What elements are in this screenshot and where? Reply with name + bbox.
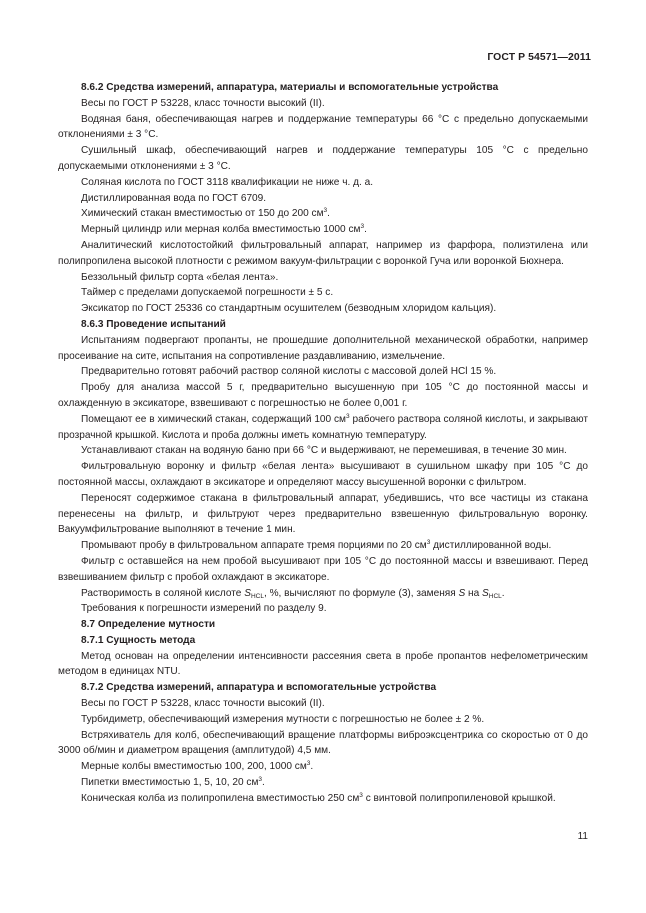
text: . <box>310 761 314 773</box>
paragraph: Фильтр с оставшейся на нем пробой высушивают при 105 °С до постоянной массы и взвешивают. Перед взвешиванием фильтр с пробой охлаждают в эксикаторе. <box>58 555 588 583</box>
paragraph: Испытаниям подвергают пропанты, не прошедшие дополнительной механической обработки, например просеивание на сите, испытания на сопротивление раздавливанию, измельчение. <box>58 334 588 362</box>
paragraph: Встряхиватель для колб, обеспечивающий вращение платформы виброэксцентрика со скоростью от 0 до 3000 об/мин и диаметром вращения (амплитудой) 4,5 мм. <box>58 729 588 757</box>
paragraph: Весы по ГОСТ Р 53228, класс точности высокий (II). <box>81 97 325 109</box>
paragraph: Переносят содержимое стакана в фильтровальный аппарат, убедившись, что все частицы из стакана перенесены на фильтр, и фильтруют через предварительно взвешенную фильтровальную воронку. Вакуумфильтрование выполняют в течение 1 мин. <box>58 492 588 536</box>
text: Коническая колба из полипропилена вместимостью 250 см <box>81 792 360 804</box>
paragraph: Беззольный фильтр сорта «белая лента». <box>81 271 279 283</box>
text: Мерные колбы вместимостью 100, 200, 1000 см <box>81 761 307 773</box>
superscript: 3 <box>306 760 311 768</box>
document-id: ГОСТ Р 54571—2011 <box>487 52 591 63</box>
text: Промывают пробу в фильтровальном аппарате тремя порциями по 20 см <box>81 540 427 552</box>
text: . <box>327 208 330 220</box>
page-body <box>58 80 588 807</box>
symbol-s: S <box>244 587 251 599</box>
superscript: 3 <box>346 412 350 420</box>
superscript: 3 <box>323 207 328 215</box>
paragraph <box>58 775 588 791</box>
section-heading-8-7-1: 8.7.1 Сущность метода <box>81 634 196 646</box>
text: Растворимость в соляной кислоте <box>81 587 245 599</box>
superscript: 3 <box>359 791 363 799</box>
superscript: 3 <box>258 776 263 784</box>
paragraph <box>58 586 588 602</box>
section-heading-8-6-2: 8.6.2 Средства измерений, аппаратура, материалы и вспомогательные устройства <box>81 82 499 93</box>
text: Пипетки вместимостью 1, 5, 10, 20 см <box>81 777 259 789</box>
paragraph: Водяная баня, обеспечивающая нагрев и поддержание температуры 66 °С с предельно допускаемыми отклонениями ± 3 °С. <box>58 113 588 141</box>
section-heading-8-7: 8.7 Определение мутности <box>81 619 216 631</box>
paragraph <box>58 759 588 775</box>
text: . <box>364 224 367 236</box>
paragraph <box>58 412 588 444</box>
paragraph: Требования к погрешности измерений по разделу 9. <box>81 603 327 615</box>
superscript: 3 <box>360 223 365 231</box>
paragraph: Таймер с пределами допускаемой погрешности ± 5 с. <box>81 287 334 299</box>
paragraph: Устанавливают стакан на водяную баню при 66 °С и выдерживают, не перемешивая, в течение 30 мин. <box>81 445 567 457</box>
paragraph: Метод основан на определении интенсивности рассеяния света в пробе пропантов нефелометрическим методом в единицах NTU. <box>58 650 588 678</box>
text: Мерный цилиндр или мерная колба вместимостью 1000 см <box>81 224 361 236</box>
text: Помещают ее в химический стакан, содержащий 100 см <box>81 413 346 425</box>
text: дистиллированной воды. <box>430 540 552 552</box>
section-heading-8-7-2: 8.7.2 Средства измерений, аппаратура и вспомогательные устройства <box>81 682 437 694</box>
paragraph: Соляная кислота по ГОСТ 3118 квалификации не ниже ч. д. а. <box>81 176 374 188</box>
text: . <box>262 777 265 789</box>
text: на <box>465 587 483 599</box>
subscript: HCL <box>488 592 502 600</box>
section-heading-8-6-3: 8.6.3 Проведение испытаний <box>81 318 226 330</box>
paragraph <box>58 206 588 222</box>
symbol-s: S <box>458 587 466 599</box>
paragraph <box>58 222 588 238</box>
paragraph: Эксикатор по ГОСТ 25336 со стандартным осушителем (безводным хлоридом кальция). <box>81 303 497 315</box>
paragraph: Весы по ГОСТ Р 53228, класс точности высокий (II). <box>81 698 325 710</box>
text: . <box>501 587 505 599</box>
superscript: 3 <box>426 539 431 547</box>
paragraph: Пробу для анализа массой 5 г, предварительно высушенную при 105 °С до постоянной массы и охлажденную в эксикаторе, взвешивают с погрешностью не более 0,001 г. <box>58 382 588 409</box>
paragraph <box>58 538 588 554</box>
text: рабочего раствора соляной кислоты, и закрывают прозрачной крышкой. Кислота и проба должны иметь комнатную температуру. <box>58 413 588 441</box>
paragraph: Фильтровальную воронку и фильтр «белая лента» высушивают в сушильном шкафу при 105 °С до постоянной массы, охлаждают в эксикаторе и определяют массу высушенной воронки с фильтром. <box>58 461 588 488</box>
paragraph: Предварительно готовят рабочий раствор соляной кислоты с массовой долей HCl 15 %. <box>81 366 497 378</box>
text: , %, вычисляют по формуле (3), заменяя <box>263 587 459 599</box>
text: Химический стакан вместимостью от 150 до 200 см <box>81 208 324 220</box>
subscript: HCL <box>250 592 264 600</box>
paragraph: Сушильный шкаф, обеспечивающий нагрев и поддержание температуры 105 °С с предельно допускаемыми отклонениями ± 3 °С. <box>58 145 588 172</box>
paragraph: Турбидиметр, обеспечивающий измерения мутности с погрешностью не более ± 2 %. <box>81 713 485 725</box>
paragraph: Дистиллированная вода по ГОСТ 6709. <box>81 192 267 204</box>
page-number: 11 <box>577 831 588 842</box>
text: с винтовой полипропиленовой крышкой. <box>362 792 556 804</box>
symbol-s: S <box>482 587 489 599</box>
paragraph <box>58 791 588 807</box>
paragraph: Аналитический кислотостойкий фильтровальный аппарат, например из фарфора, полиэтилена или полипропилена высокой плотности с режимом вакуум-фильтрации с воронкой Гуча или воронкой Бюхнера. <box>58 239 588 267</box>
